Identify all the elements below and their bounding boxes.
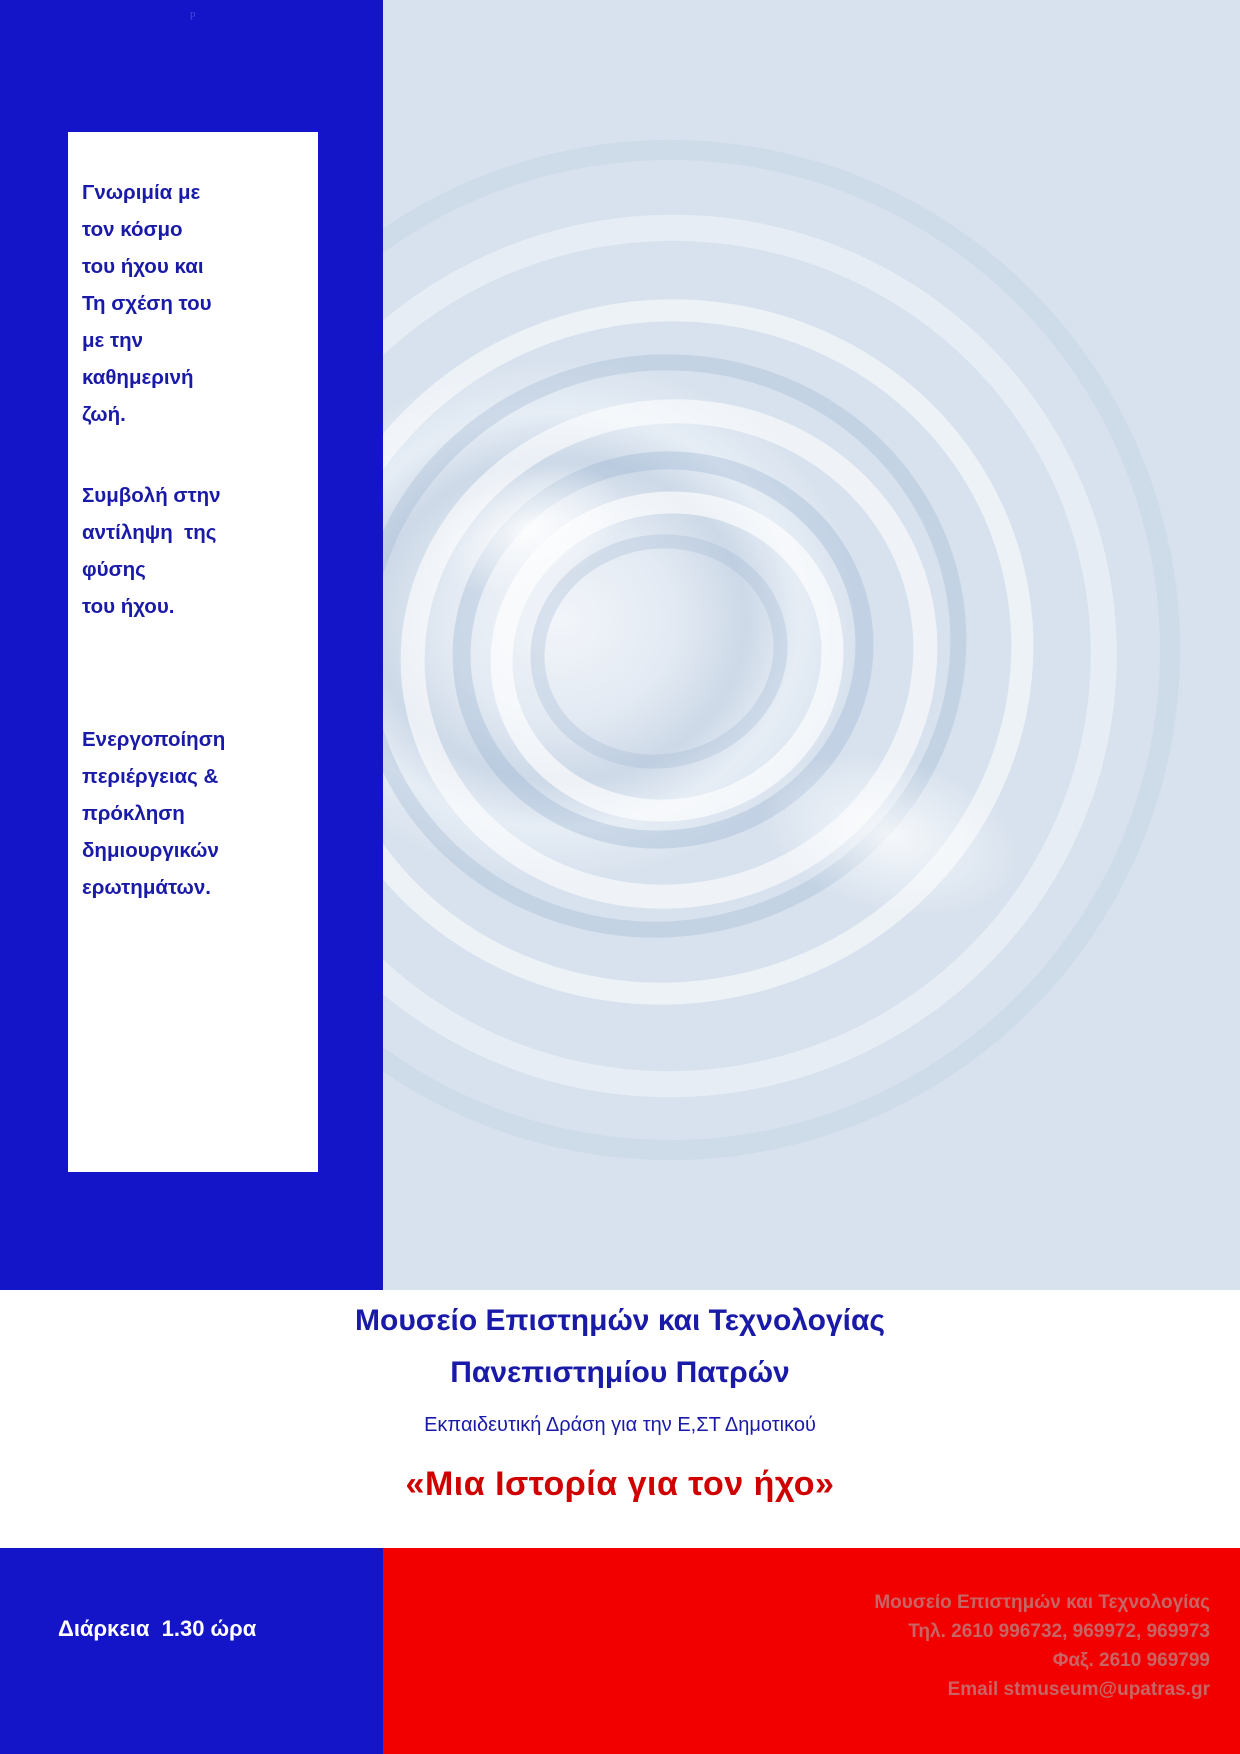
objective-line: τον κόσμο [82, 218, 183, 241]
objective-line: Γνωριμία με [82, 181, 201, 204]
objective-line: Συμβολή στην [82, 484, 221, 507]
museum-name-line1: Μουσείο Επιστημών και Τεχνολογίας [355, 1304, 885, 1337]
objective-line: με την [82, 329, 144, 352]
duration-label: Διάρκεια 1.30 ώρα [58, 1616, 257, 1641]
objective-line: Ενεργοποίηση [82, 728, 226, 751]
corner-mark: p [190, 8, 196, 20]
objective-line: του ήχου και [82, 255, 204, 278]
objective-line: του ήχου. [82, 595, 175, 618]
contact-block [874, 1588, 1210, 1704]
objective-line: φύσης [82, 558, 146, 581]
poster-middle-section [0, 1290, 1240, 1545]
contact-fax: Φαξ. 2610 969799 [1052, 1650, 1210, 1671]
museum-name-line2: Πανεπιστημίου Πατρών [450, 1356, 790, 1389]
objective-line: δημιουργικών [82, 839, 219, 862]
objective-line: Τη σχέση του [82, 292, 212, 315]
objectives-text-box [68, 132, 318, 1172]
spacer [82, 433, 304, 477]
objective-line: ζωή. [82, 403, 126, 426]
objective-line: ερωτημάτων. [82, 876, 211, 899]
poster-bottom-section [0, 1548, 1240, 1754]
objective-line: καθημερινή [82, 366, 194, 389]
objective-line: αντίληψη της [82, 521, 217, 544]
objective-line: περιέργειας & [82, 765, 219, 788]
contact-email: Email stmuseum@upatras.gr [947, 1679, 1210, 1700]
ripple-highlight [745, 729, 1035, 941]
contact-phone: Τηλ. 2610 996732, 969972, 969973 [908, 1621, 1210, 1642]
bottom-blue-panel [0, 1548, 383, 1754]
spacer [82, 625, 304, 721]
page-title: «Μια Ιστορία για τον ήχο» [405, 1465, 835, 1503]
contact-name: Μουσείο Επιστημών και Τεχνολογίας [874, 1592, 1210, 1613]
ripple-highlight [416, 439, 645, 620]
objective-line: πρόκληση [82, 802, 185, 825]
program-subtitle: Εκπαιδευτική Δράση για την Ε,ΣΤ Δημοτικού [424, 1414, 816, 1436]
